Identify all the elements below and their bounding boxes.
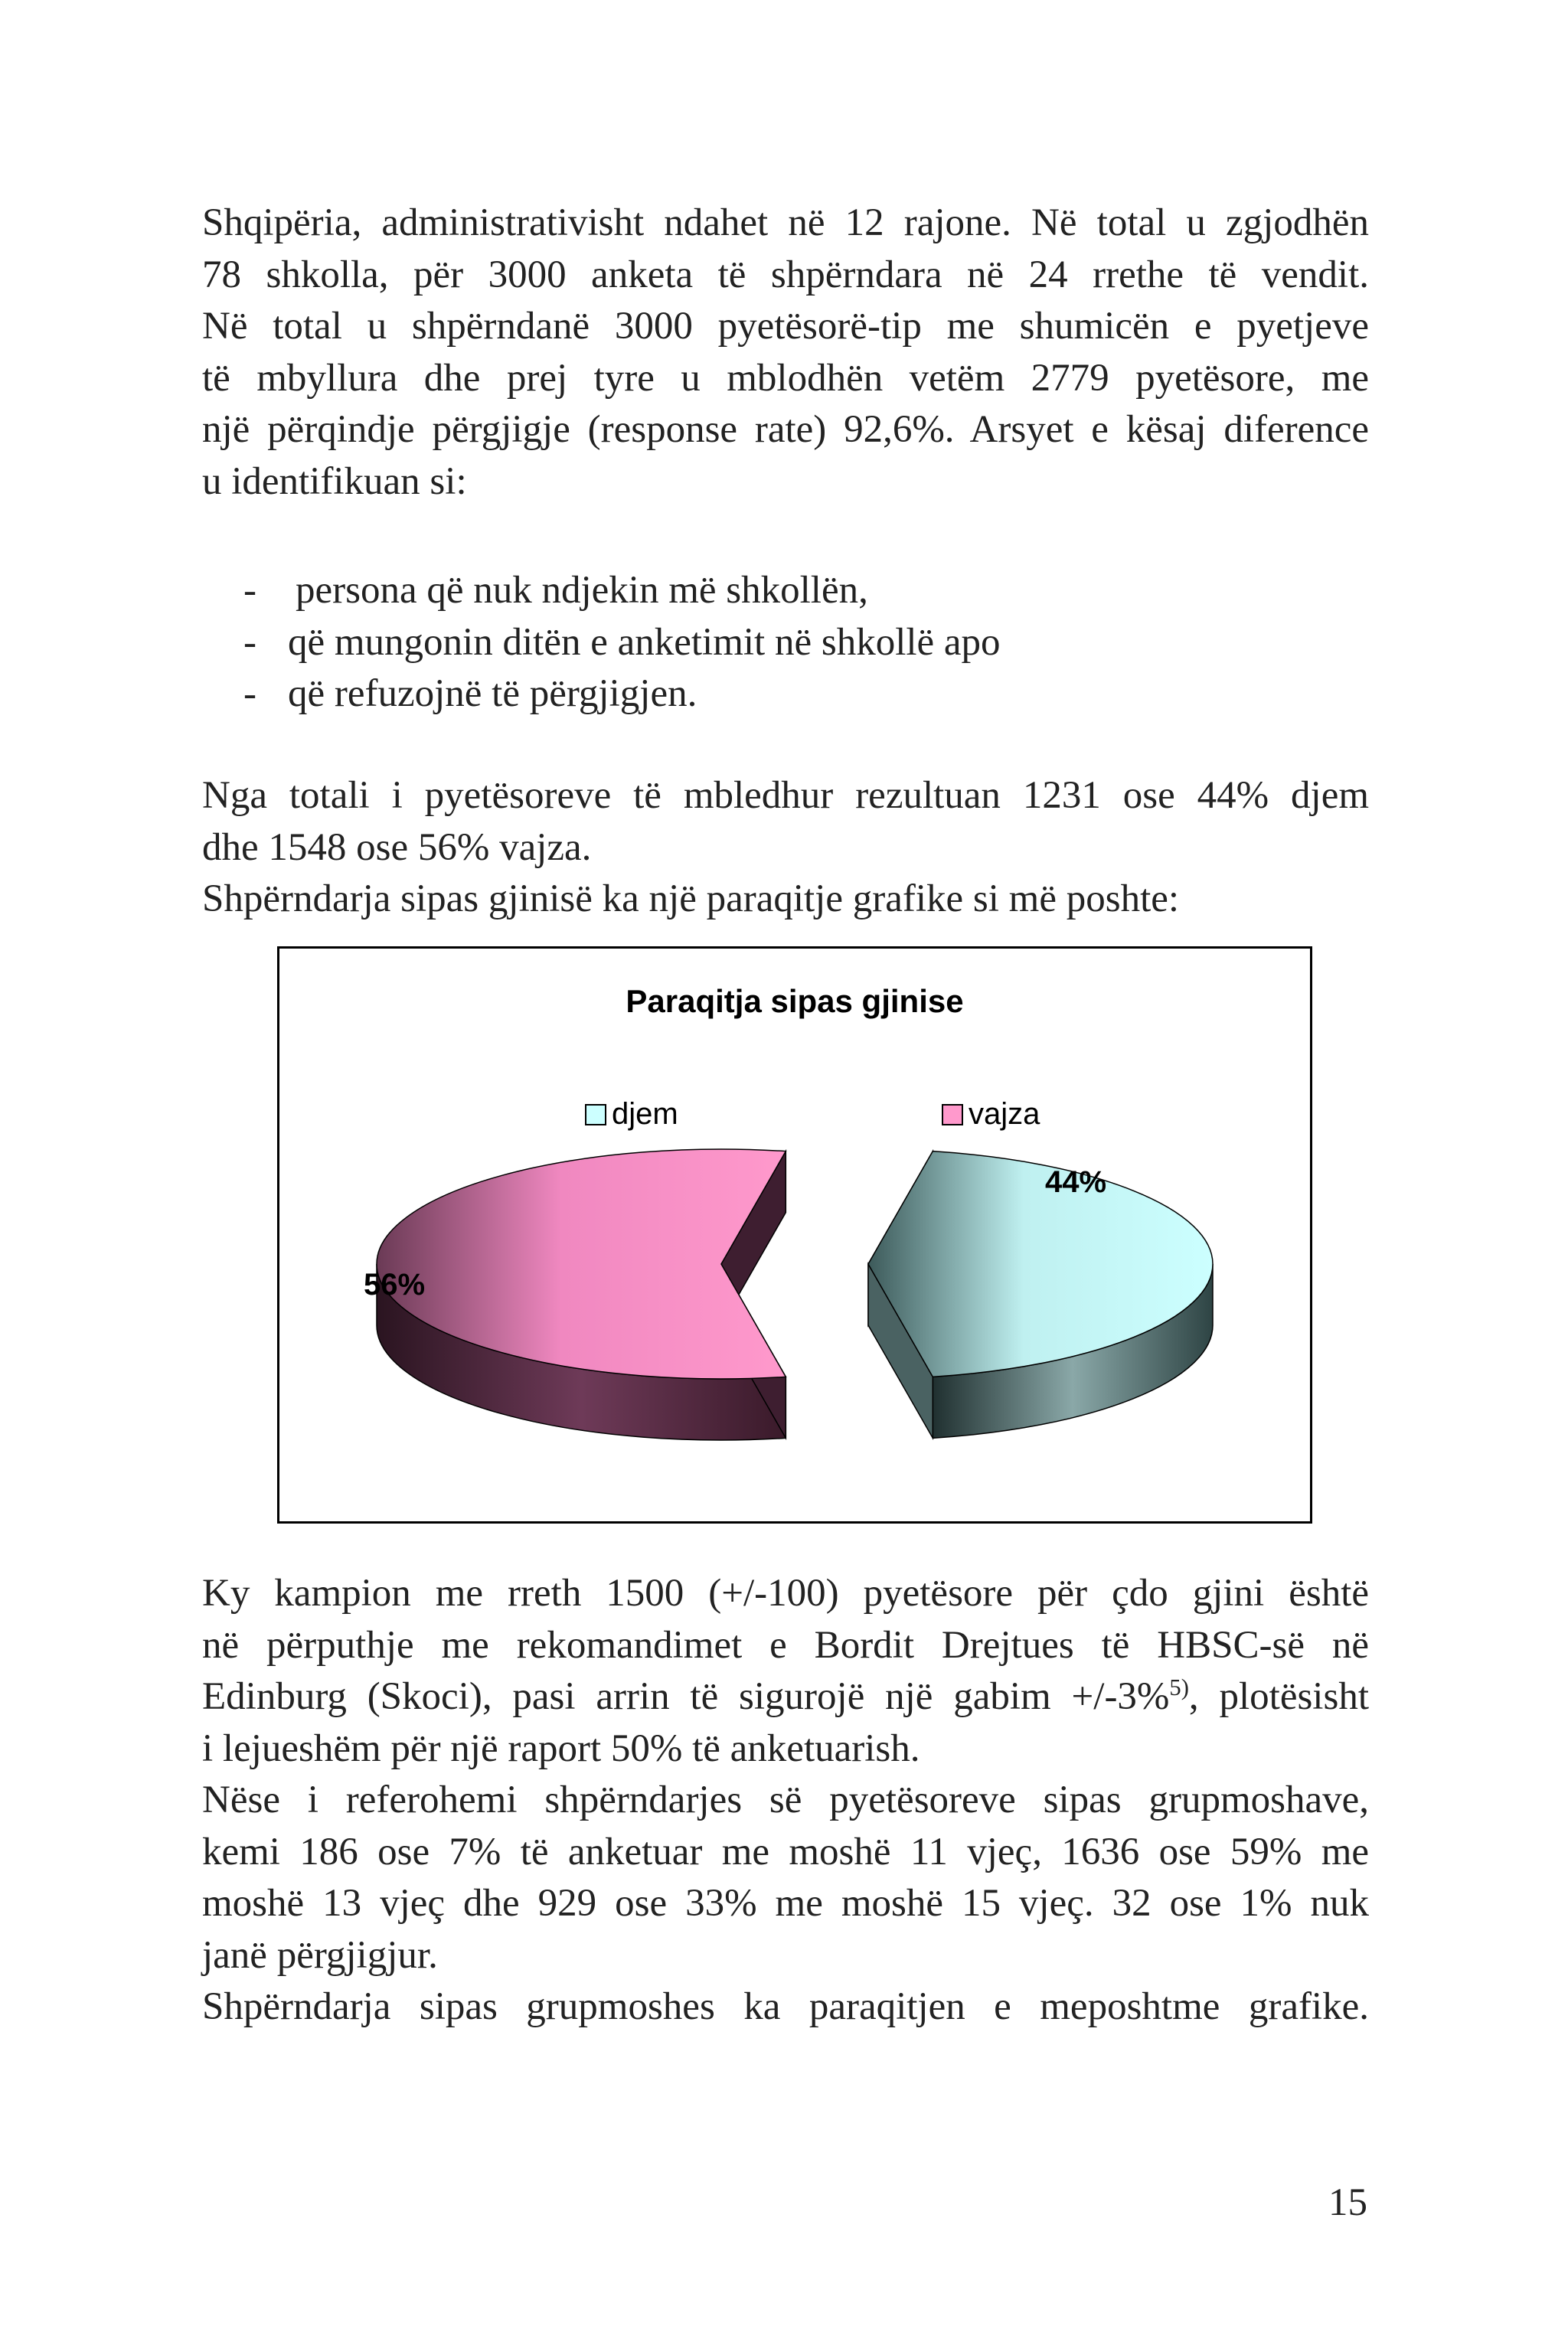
data-label-vajza: 56% — [364, 1268, 426, 1302]
text-line: Shpërndarja sipas gjinisë ka një paraqitje grafike si më poshte: — [202, 877, 1180, 920]
legend-swatch-vajza — [942, 1105, 962, 1125]
text-line: kemi 186 ose 7% të anketuar me moshë 11 vjeç, 1636 ose 59% me — [202, 1830, 1369, 1873]
text-line: Nëse i referohemi shpërndarjes së pyetësoreve sipas grupmoshave, — [202, 1779, 1369, 1821]
chart-canvas — [279, 949, 1310, 1521]
text-line: janë përgjigjur. — [202, 1933, 438, 1977]
text-line: 78 shkolla, për 3000 anketa të shpërndara në 24 rrethe të vendit. — [202, 253, 1369, 296]
text-line: një përqindje përgjigje (response rate) 92,6%. Arsyet e kësaj diference — [202, 408, 1369, 451]
bullet-dash: - — [243, 569, 256, 612]
text-line: u identifikuan si: — [202, 459, 467, 503]
text-line: Shpërndarja sipas grupmoshes ka paraqitjen e meposhtme grafike. — [202, 1985, 1369, 2028]
gender-pie-chart — [277, 946, 1312, 1524]
footnote-ref: 5) — [1169, 1674, 1189, 1700]
chart-title: Paraqitja sipas gjinise — [626, 983, 964, 1019]
paragraph-age-groups — [202, 1775, 1369, 2033]
text-line: moshë 13 vjeç dhe 929 ose 33% me moshë 15 vjeç. 32 ose 1% nuk — [202, 1882, 1369, 1925]
text-segment: Edinburg (Skoci), pasi arrin të sigurojë një gabim +/-3% — [202, 1675, 1170, 1718]
data-label-djem: 44% — [1045, 1165, 1107, 1199]
legend-label-djem: djem — [612, 1097, 678, 1131]
pie-slice-vajza — [377, 1149, 786, 1440]
list-item-text: që mungonin ditën e anketimit në shkollë apo — [288, 620, 1001, 664]
reasons-list — [243, 565, 1001, 720]
list-item — [243, 617, 1001, 669]
bullet-dash: - — [243, 672, 256, 715]
paragraph-gender-totals — [202, 770, 1369, 926]
bullet-dash: - — [243, 620, 256, 664]
text-segment: , plotësisht — [1188, 1675, 1369, 1718]
text-line: Ky kampion me rreth 1500 (+/-100) pyetësore për çdo gjini është — [202, 1572, 1369, 1615]
text-line: dhe 1548 ose 56% vajza. — [202, 825, 592, 869]
paragraph-intro — [202, 198, 1369, 508]
legend-label-vajza: vajza — [969, 1097, 1040, 1131]
chart-legend — [586, 1097, 1040, 1131]
text-line: në përputhje me rekomandimet e Bordit Drejtues të HBSC-së në — [202, 1623, 1369, 1667]
list-item-text: që refuzojnë të përgjigjen. — [288, 672, 697, 715]
pie-slices — [364, 1149, 1213, 1440]
pie-slice-djem — [868, 1151, 1213, 1439]
legend-swatch-djem — [586, 1105, 606, 1125]
paragraph-sample — [202, 1568, 1369, 1775]
text-line: Nga totali i pyetësoreve të mbledhur rezultuan 1231 ose 44% djem — [202, 774, 1369, 817]
page-number: 15 — [1328, 2181, 1367, 2224]
text-line — [202, 1671, 1369, 1723]
list-item — [243, 668, 1001, 720]
text-line: Në total u shpërndanë 3000 pyetësorë-tip me shumicën e pyetjeve — [202, 305, 1369, 348]
list-item-text: persona që nuk ndjekin më shkollën, — [296, 569, 868, 612]
list-item — [243, 565, 1001, 617]
text-line: i lejueshëm për një raport 50% të anketuarish. — [202, 1726, 920, 1770]
text-line: Shqipëria, administrativisht ndahet në 12 rajone. Në total u zgjodhën — [202, 201, 1369, 244]
text-line: të mbyllura dhe prej tyre u mblodhën vetëm 2779 pyetësore, me — [202, 356, 1369, 400]
